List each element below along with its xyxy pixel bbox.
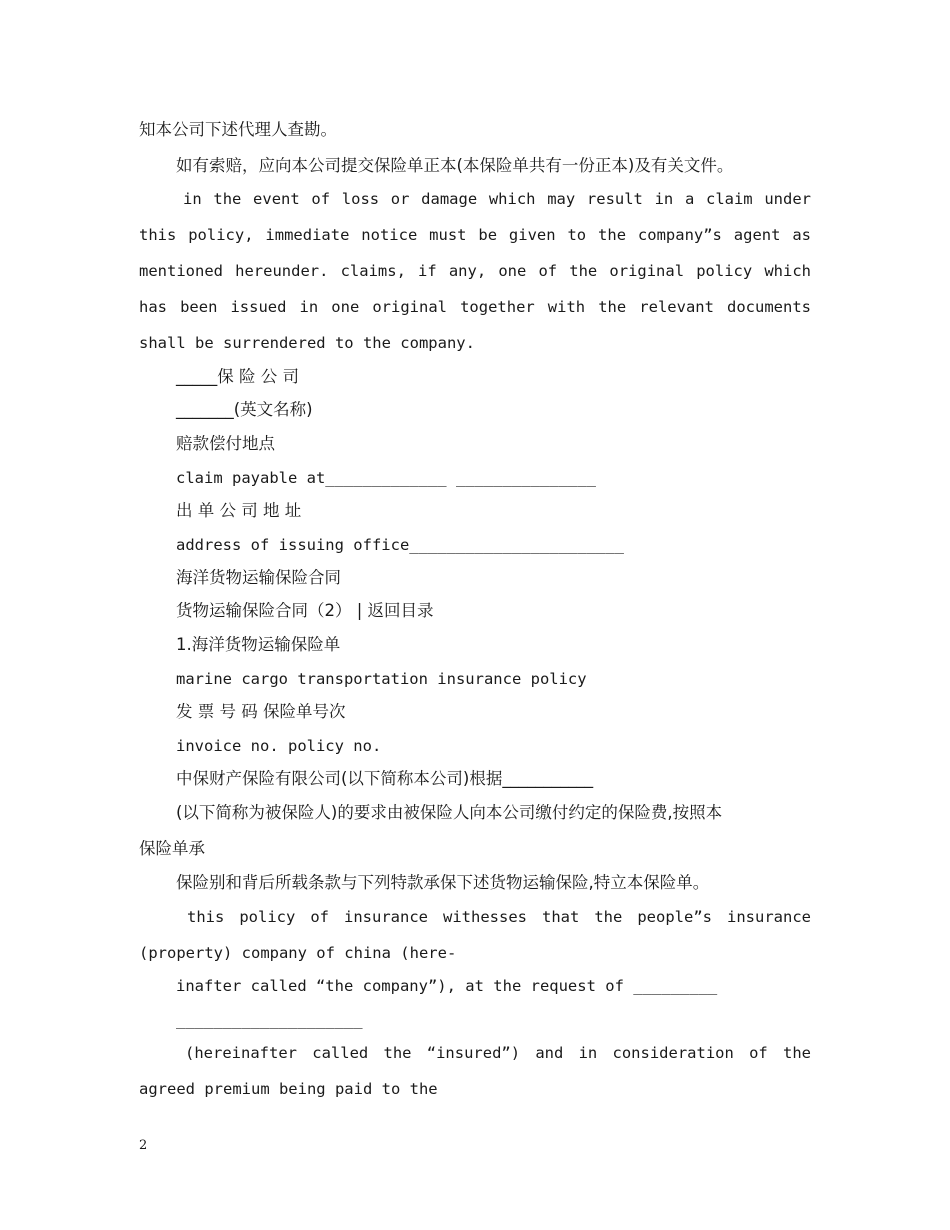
text-line: 如有索赔，应向本公司提交保险单正本(本保险单共有一份正本)及有关文件。 [176, 156, 734, 175]
text-line: (property) company of china (here- [139, 944, 457, 962]
text-line: 货物运输保险合同（2） | 返回目录 [176, 601, 434, 620]
text-line: 保险别和背后所载条款与下列特款承保下述货物运输保险,特立本保险单。 [176, 873, 710, 892]
text-line: ____________________ [176, 1011, 363, 1029]
text-line: invoice no. policy no. [176, 737, 382, 755]
text-line: in the event of loss or damage which may result in a claim under [183, 190, 811, 208]
text-line: (以下简称为被保险人)的要求由被保险人向本公司缴付约定的保险费,按照本 [176, 803, 723, 822]
text-line: 知本公司下述代理人查勘。 [139, 120, 337, 139]
text-line: 1.海洋货物运输保险单 [176, 635, 341, 654]
text-line: this policy, immediate notice must be given to the company”s agent as [139, 226, 811, 244]
page-number: 2 [139, 1138, 148, 1153]
text-line: _____保 险 公 司 [176, 367, 299, 386]
text-line: shall be surrendered to the company. [139, 334, 475, 352]
text-line: agreed premium being paid to the [139, 1080, 438, 1098]
text-line: address of issuing office_______________________ [176, 536, 624, 554]
text-line: (hereinafter called the “insured”) and in consideration of the [185, 1044, 811, 1062]
text-line: 保险单承 [139, 839, 205, 858]
text-line: marine cargo transportation insurance policy [176, 670, 587, 688]
text-line: claim payable at_____________ _______________ [176, 469, 596, 487]
text-line: 中保财产保险有限公司(以下简称本公司)根据___________ [176, 769, 594, 788]
text-line: inafter called “the company”), at the request of _________ [176, 977, 718, 995]
text-line: this policy of insurance withesses that the people”s insurance [187, 908, 811, 926]
text-line: 赔款偿付地点 [176, 434, 275, 453]
text-line: 出 单 公 司 地 址 [176, 501, 302, 520]
text-line: has been issued in one original together with the relevant documents [139, 298, 811, 316]
text-line: 海洋货物运输保险合同 [176, 568, 341, 587]
text-line: mentioned hereunder. claims, if any, one of the original policy which [139, 262, 811, 280]
text-line: 发 票 号 码 保险单号次 [176, 702, 346, 721]
text-line: _______(英文名称) [176, 400, 313, 419]
